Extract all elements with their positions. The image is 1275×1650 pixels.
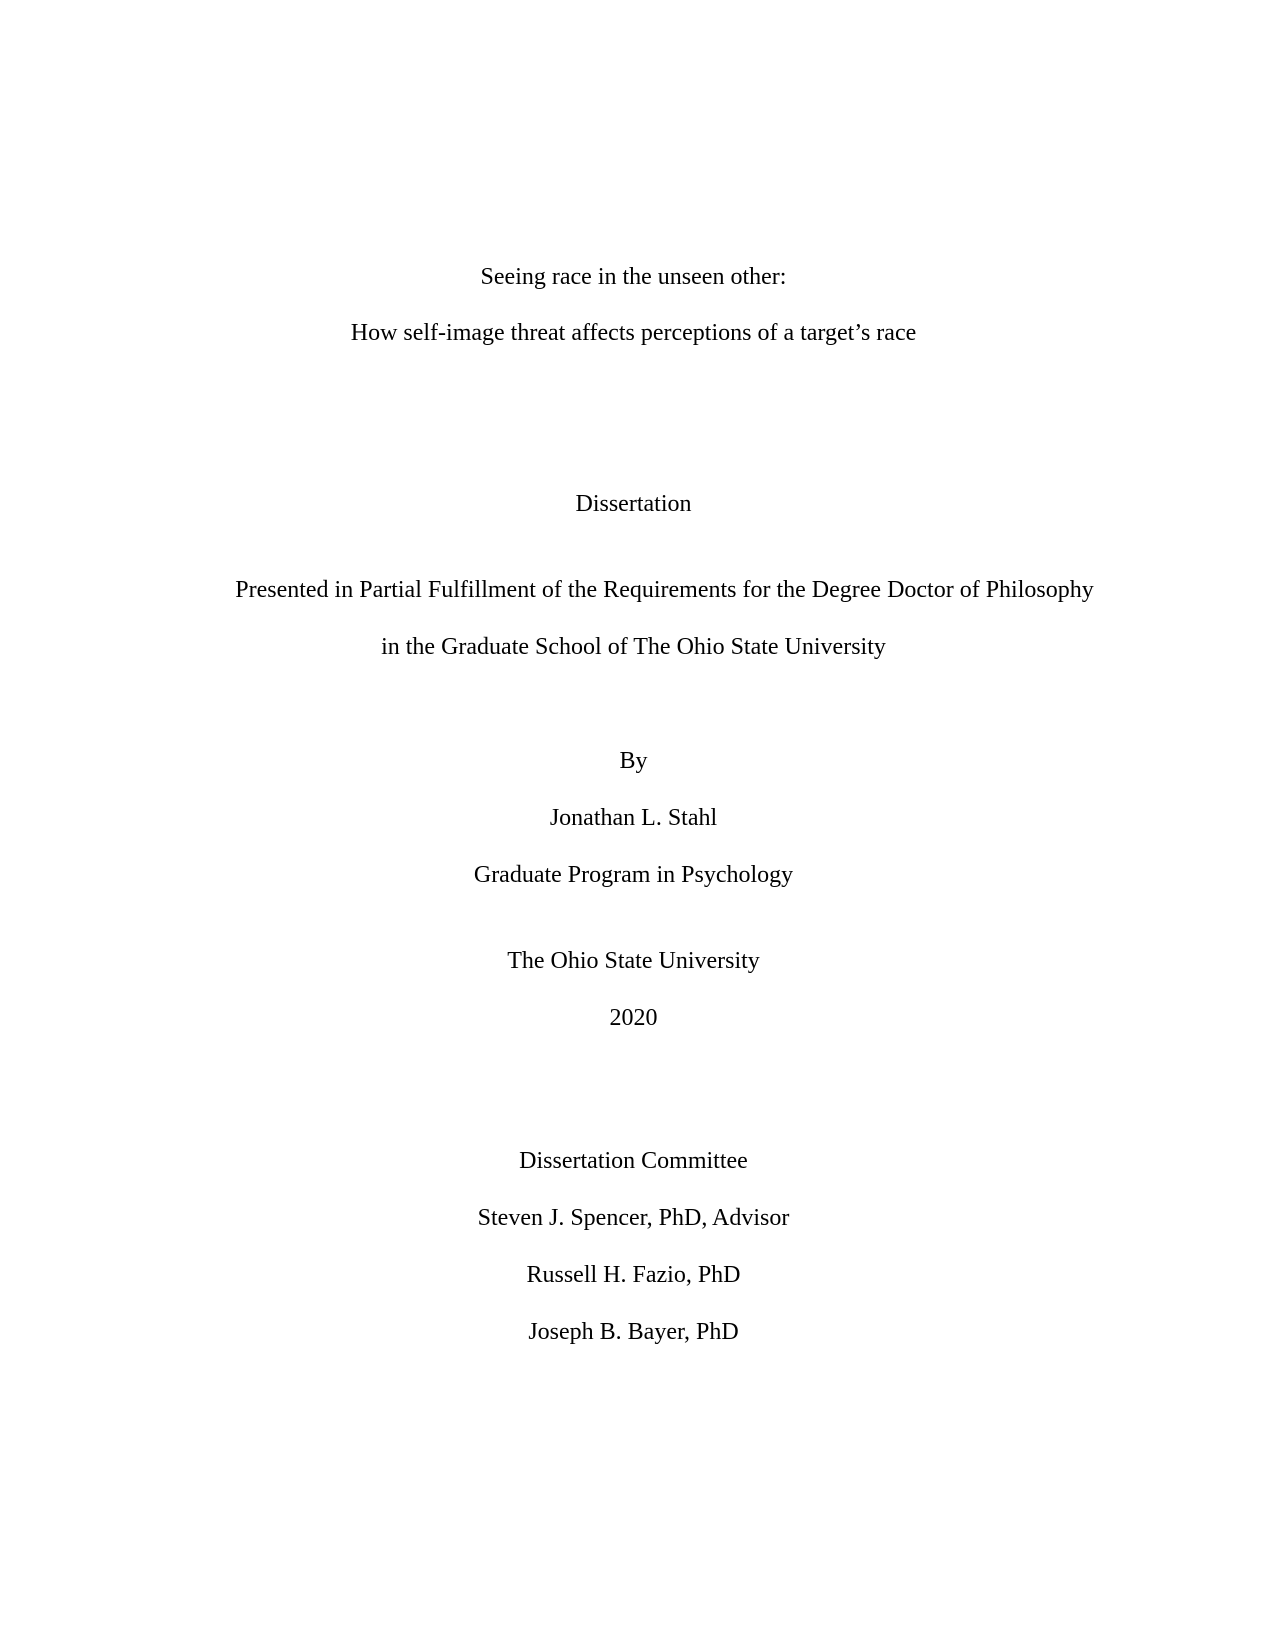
university-name: The Ohio State University — [507, 948, 760, 974]
dissertation-title-line-1: Seeing race in the unseen other: — [480, 264, 787, 290]
document-type: Dissertation — [575, 491, 692, 517]
year: 2020 — [609, 1005, 658, 1031]
committee-heading: Dissertation Committee — [519, 1148, 748, 1174]
committee-member: Joseph B. Bayer, PhD — [528, 1319, 739, 1345]
committee-member: Russell H. Fazio, PhD — [526, 1262, 741, 1288]
by-label: By — [619, 748, 648, 774]
committee-member: Steven J. Spencer, PhD, Advisor — [477, 1205, 790, 1231]
dissertation-title-line-2: How self-image threat affects perceptions of a target’s race — [350, 320, 917, 346]
presentation-statement-line-1: Presented in Partial Fulfillment of the Requirements for the Degree Doctor of Philosophy — [235, 577, 1094, 603]
presentation-statement-line-2: in the Graduate School of The Ohio State University — [381, 634, 886, 660]
author-name: Jonathan L. Stahl — [549, 805, 718, 831]
graduate-program: Graduate Program in Psychology — [473, 862, 794, 888]
